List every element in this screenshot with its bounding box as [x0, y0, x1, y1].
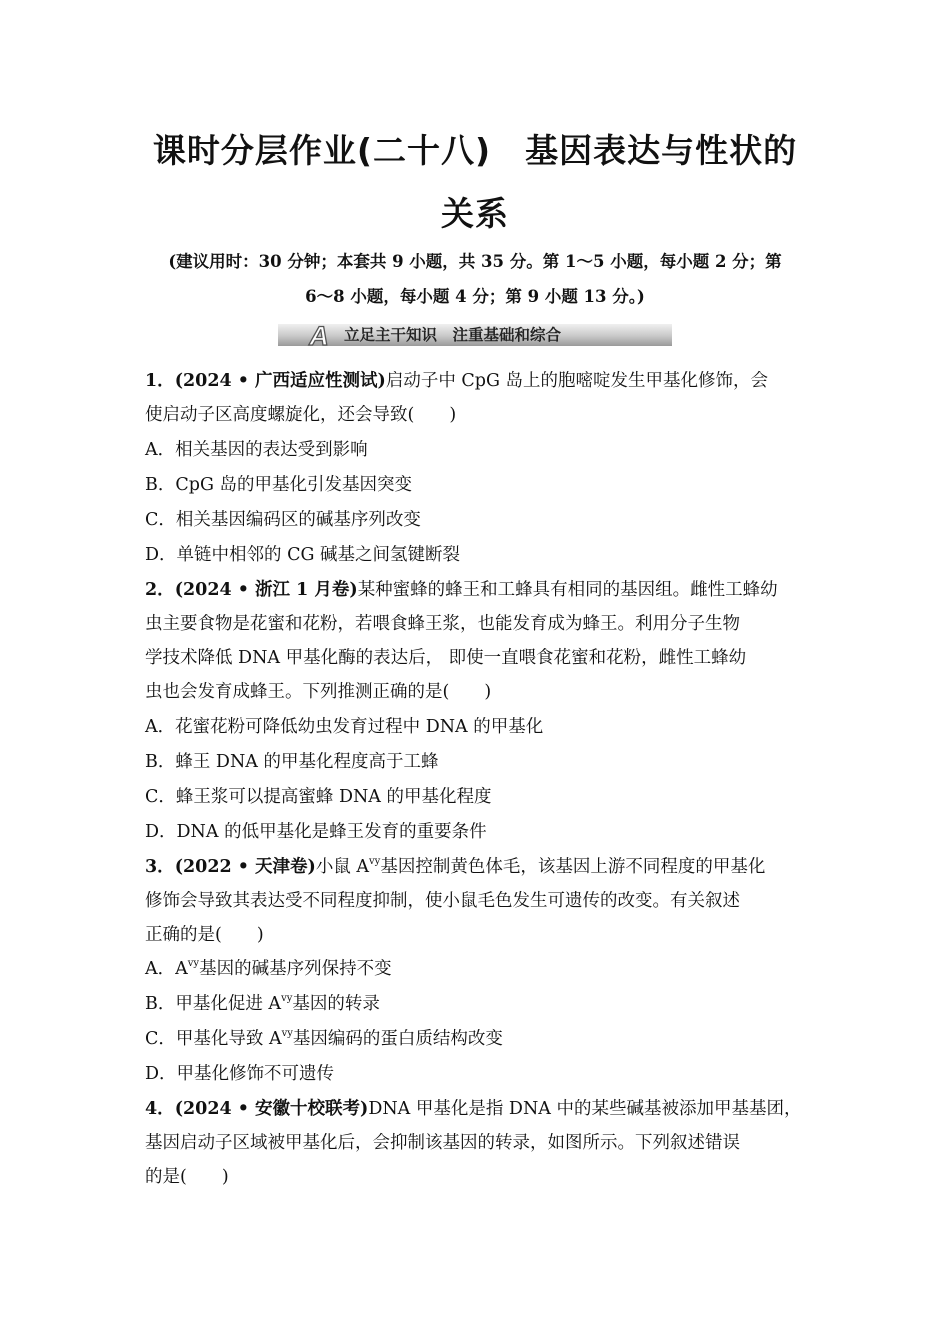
option-text: C．甲基化导致 A: [145, 1029, 282, 1049]
page-title-line-1: 课时分层作业(二十八) 基因表达与性状的: [152, 131, 798, 170]
option-text: D．甲基化修饰不可遗传: [145, 1064, 335, 1084]
question-4-stem-line-1: [145, 1097, 801, 1121]
question-source: (2022 • 天津卷): [174, 857, 316, 877]
question-number: 1．: [145, 371, 175, 391]
option-text: 基因编码的蛋白质结构改变: [292, 1029, 503, 1049]
superscript: vy: [187, 958, 200, 970]
question-number: 4．: [145, 1099, 175, 1119]
question-2-option-b: B．蜂王 DNA 的甲基化程度高于工蜂: [145, 752, 439, 772]
question-2-option-c: C．蜂王浆可以提高蜜蜂 DNA 的甲基化程度: [145, 787, 492, 807]
letter-a-icon: [304, 320, 334, 350]
question-3-stem-line-2: 修饰会导致其表达受不同程度抑制，使小鼠毛色发生可遗传的改变。有关叙述: [145, 891, 740, 911]
question-2-stem-line-3: 学技术降低 DNA 甲基化酶的表达后， 即使一直喂食花蜜和花粉，雌性工蜂幼: [145, 648, 747, 668]
question-2-stem-line-1: [145, 578, 778, 602]
question-1-option-a: A．相关基因的表达受到影响: [145, 440, 368, 460]
question-1-option-c: C．相关基因编码区的碱基序列改变: [145, 510, 421, 530]
question-2-option-d: D．DNA 的低甲基化是蜂王发育的重要条件: [145, 822, 487, 842]
question-3-stem-line-1: [145, 855, 765, 879]
section-banner: [278, 320, 672, 350]
question-4-stem-line-3: 的是( ): [145, 1167, 229, 1187]
question-3-option-d: [145, 1062, 334, 1086]
question-1-option-d: D．单链中相邻的 CG 碱基之间氢键断裂: [145, 545, 461, 565]
banner-label: 立足主干知识 注重基础和综合: [344, 326, 562, 344]
question-source: (2024 • 安徽十校联考): [174, 1099, 369, 1119]
banner-letter: A: [309, 321, 329, 350]
question-source: (2024 • 广西适应性测试): [174, 371, 386, 391]
question-4-stem-line-2: 基因启动子区域被甲基化后，会抑制该基因的转录，如图所示。下列叙述错误: [145, 1133, 740, 1153]
question-text: 启动子中 CpG 岛上的胞嘧啶发生甲基化修饰，会: [385, 371, 769, 391]
question-1-option-b: B．CpG 岛的甲基化引发基因突变: [145, 475, 412, 495]
superscript: vy: [369, 856, 381, 868]
question-source: (2024 • 浙江 1 月卷): [174, 580, 358, 600]
superscript: vy: [281, 993, 293, 1005]
question-3-option-a: [145, 957, 392, 981]
page-title-line-2: 关系: [441, 194, 509, 233]
question-text: 小鼠 A: [315, 857, 370, 877]
question-3-option-b: [145, 992, 380, 1016]
option-text: 基因的转录: [292, 994, 380, 1014]
option-text: A．A: [145, 959, 188, 979]
question-text: 某种蜜蜂的蜂王和工蜂具有相同的基因组。雌性工蜂幼: [357, 580, 778, 600]
time-note-line-2: 6～8 小题，每小题 4 分；第 9 小题 13 分。): [305, 287, 645, 306]
question-3-stem-line-3: 正确的是( ): [145, 925, 264, 945]
question-number: 2．: [145, 580, 175, 600]
option-text: 基因的碱基序列保持不变: [199, 959, 392, 979]
option-text: B．甲基化促进 A: [145, 994, 282, 1014]
question-number: 3．: [145, 857, 175, 877]
question-1-stem-line-1: [145, 369, 768, 393]
question-3-option-c: [145, 1027, 503, 1051]
superscript: vy: [281, 1028, 293, 1040]
question-text: DNA 甲基化是指 DNA 中的某些碱基被添加甲基基团，: [368, 1099, 802, 1119]
question-text: 基因控制黄色体毛，该基因上游不同程度的甲基化: [380, 857, 766, 877]
question-1-stem-line-2: 使启动子区高度螺旋化，还会导致( ): [145, 405, 457, 425]
question-2-stem-line-2: 虫主要食物是花蜜和花粉，若喂食蜂王浆，也能发育成为蜂王。利用分子生物: [145, 614, 740, 634]
question-2-stem-line-4: 虫也会发育成蜂王。下列推测正确的是( ): [145, 682, 492, 702]
time-note-line-1: (建议用时：30 分钟；本套共 9 小题，共 35 分。第 1～5 小题，每小题 2 分；第: [168, 252, 782, 271]
question-2-option-a: A．花蜜花粉可降低幼虫发育过程中 DNA 的甲基化: [145, 717, 544, 737]
